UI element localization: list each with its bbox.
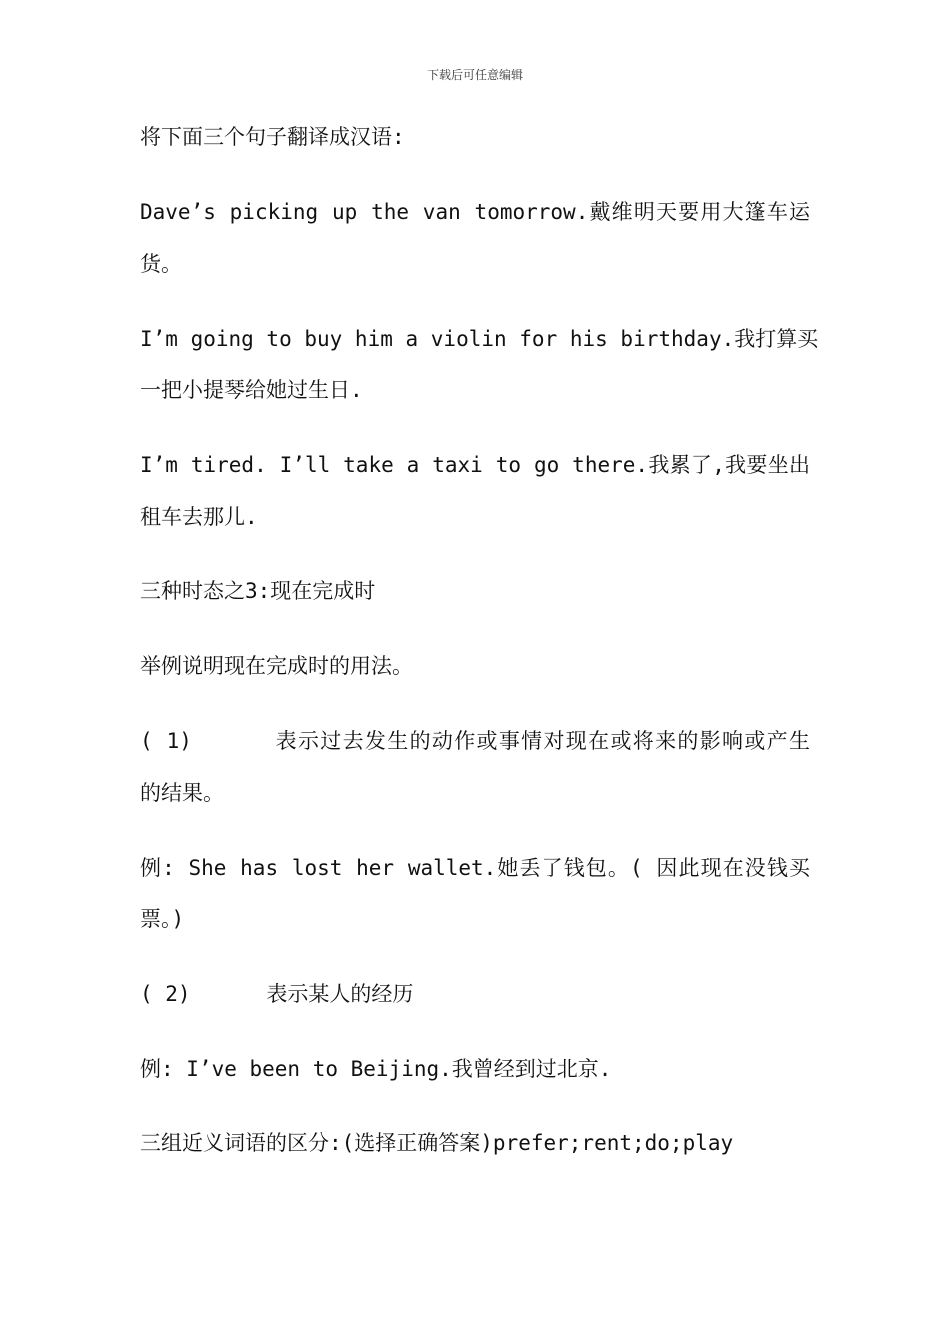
- sentence-2-line-2: 一把小提琴给她过生日.: [140, 378, 363, 402]
- page-header: 下载后可任意编辑: [426, 68, 523, 82]
- sentence-2-line-1: I’m going to buy him a violin for his birthday.我打算买: [140, 327, 819, 351]
- example-1-line-2: 票。): [140, 907, 185, 931]
- sentence-3-line-2: 租车去那儿.: [140, 505, 258, 529]
- paragraph-instruction: 将下面三个句子翻译成汉语:: [140, 125, 405, 149]
- section-heading-present-perfect: 三种时态之3:现在完成时: [140, 579, 376, 603]
- paragraph-synonyms: 三组近义词语的区分:(选择正确答案)prefer;rent;do;play: [140, 1131, 734, 1155]
- sentence-3-line-1: I’m tired. I’ll take a taxi to go there.我累了,我要坐出: [140, 453, 810, 477]
- sentence-1-line-1: Dave’s picking up the van tomorrow.戴维明天要用大篷车运: [140, 200, 810, 224]
- usage-2: ( 2) 表示某人的经历: [140, 982, 414, 1006]
- usage-1-line-2: 的结果。: [140, 781, 224, 805]
- sentence-1-line-2: 货。: [140, 252, 182, 276]
- usage-1-line-1: ( 1) 表示过去发生的动作或事情对现在或将来的影响或产生: [140, 729, 810, 753]
- example-1-line-1: 例: She has lost her wallet.她丢了钱包。( 因此现在没钱买: [140, 856, 810, 880]
- example-2: 例: I’ve been to Beijing.我曾经到过北京.: [140, 1057, 612, 1081]
- paragraph-usage-intro: 举例说明现在完成时的用法。: [140, 654, 413, 678]
